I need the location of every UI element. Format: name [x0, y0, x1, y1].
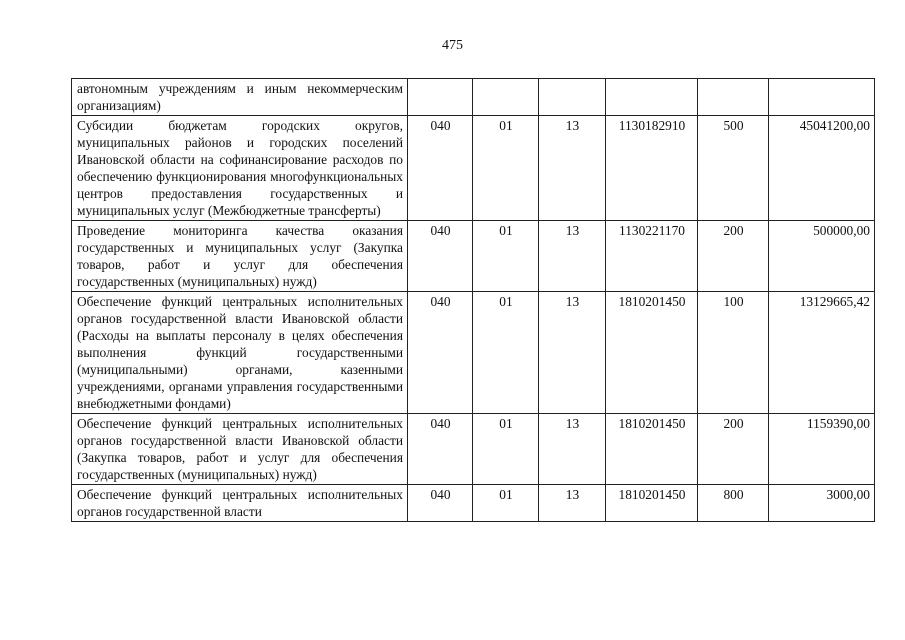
table-row — [72, 485, 875, 522]
row-expense-type: 200 — [698, 414, 769, 485]
row-section-code: 01 — [473, 485, 539, 522]
row-description: Обеспечение функций центральных исполнительных органов государственной власти — [72, 485, 408, 522]
row-subsection-code — [539, 79, 606, 116]
table-row — [72, 414, 875, 485]
row-ved-code — [408, 79, 473, 116]
row-expense-type: 500 — [698, 116, 769, 221]
row-ved-code: 040 — [408, 292, 473, 414]
row-description: Обеспечение функций центральных исполнительных органов государственной власти Ивановской области (Закупка товаров, работ и услуг для обеспечения государственных (муниципальных) нужд) — [72, 414, 408, 485]
row-amount: 1159390,00 — [769, 414, 875, 485]
row-target-code: 1130221170 — [606, 221, 698, 292]
budget-table — [71, 78, 875, 522]
row-amount — [769, 79, 875, 116]
row-description: автономным учреждениям и иным некоммерческим организациям) — [72, 79, 408, 116]
row-expense-type — [698, 79, 769, 116]
row-target-code: 1810201450 — [606, 292, 698, 414]
table-row — [72, 79, 875, 116]
row-amount: 45041200,00 — [769, 116, 875, 221]
row-expense-type: 800 — [698, 485, 769, 522]
row-ved-code: 040 — [408, 116, 473, 221]
row-description: Проведение мониторинга качества оказания государственных и муниципальных услуг (Закупка товаров, работ и услуг для обеспечения государственных (муниципальных) нужд) — [72, 221, 408, 292]
page-number: 475 — [442, 38, 463, 53]
row-target-code — [606, 79, 698, 116]
row-section-code: 01 — [473, 292, 539, 414]
row-section-code: 01 — [473, 414, 539, 485]
row-target-code: 1810201450 — [606, 485, 698, 522]
row-section-code — [473, 79, 539, 116]
row-subsection-code: 13 — [539, 292, 606, 414]
table-row — [72, 116, 875, 221]
row-ved-code: 040 — [408, 414, 473, 485]
row-section-code: 01 — [473, 116, 539, 221]
row-target-code: 1810201450 — [606, 414, 698, 485]
row-expense-type: 200 — [698, 221, 769, 292]
row-amount: 3000,00 — [769, 485, 875, 522]
table-row — [72, 221, 875, 292]
row-amount: 500000,00 — [769, 221, 875, 292]
row-ved-code: 040 — [408, 485, 473, 522]
row-subsection-code: 13 — [539, 116, 606, 221]
row-ved-code: 040 — [408, 221, 473, 292]
row-subsection-code: 13 — [539, 414, 606, 485]
row-description: Обеспечение функций центральных исполнительных органов государственной власти Ивановской области (Расходы на выплаты персоналу в целях обеспечения выполнения функций государственными (муниципальными) органами, казенными учреждениями, органами управления государственными внебюджетными фондами) — [72, 292, 408, 414]
row-section-code: 01 — [473, 221, 539, 292]
row-target-code: 1130182910 — [606, 116, 698, 221]
table-row — [72, 292, 875, 414]
row-expense-type: 100 — [698, 292, 769, 414]
row-subsection-code: 13 — [539, 485, 606, 522]
row-subsection-code: 13 — [539, 221, 606, 292]
row-description: Субсидии бюджетам городских округов, муниципальных районов и городских поселений Ивановской области на софинансирование расходов по обеспечению функционирования многофункциональных центров предоставления государственных и муниципальных услуг (Межбюджетные трансферты) — [72, 116, 408, 221]
row-amount: 13129665,42 — [769, 292, 875, 414]
